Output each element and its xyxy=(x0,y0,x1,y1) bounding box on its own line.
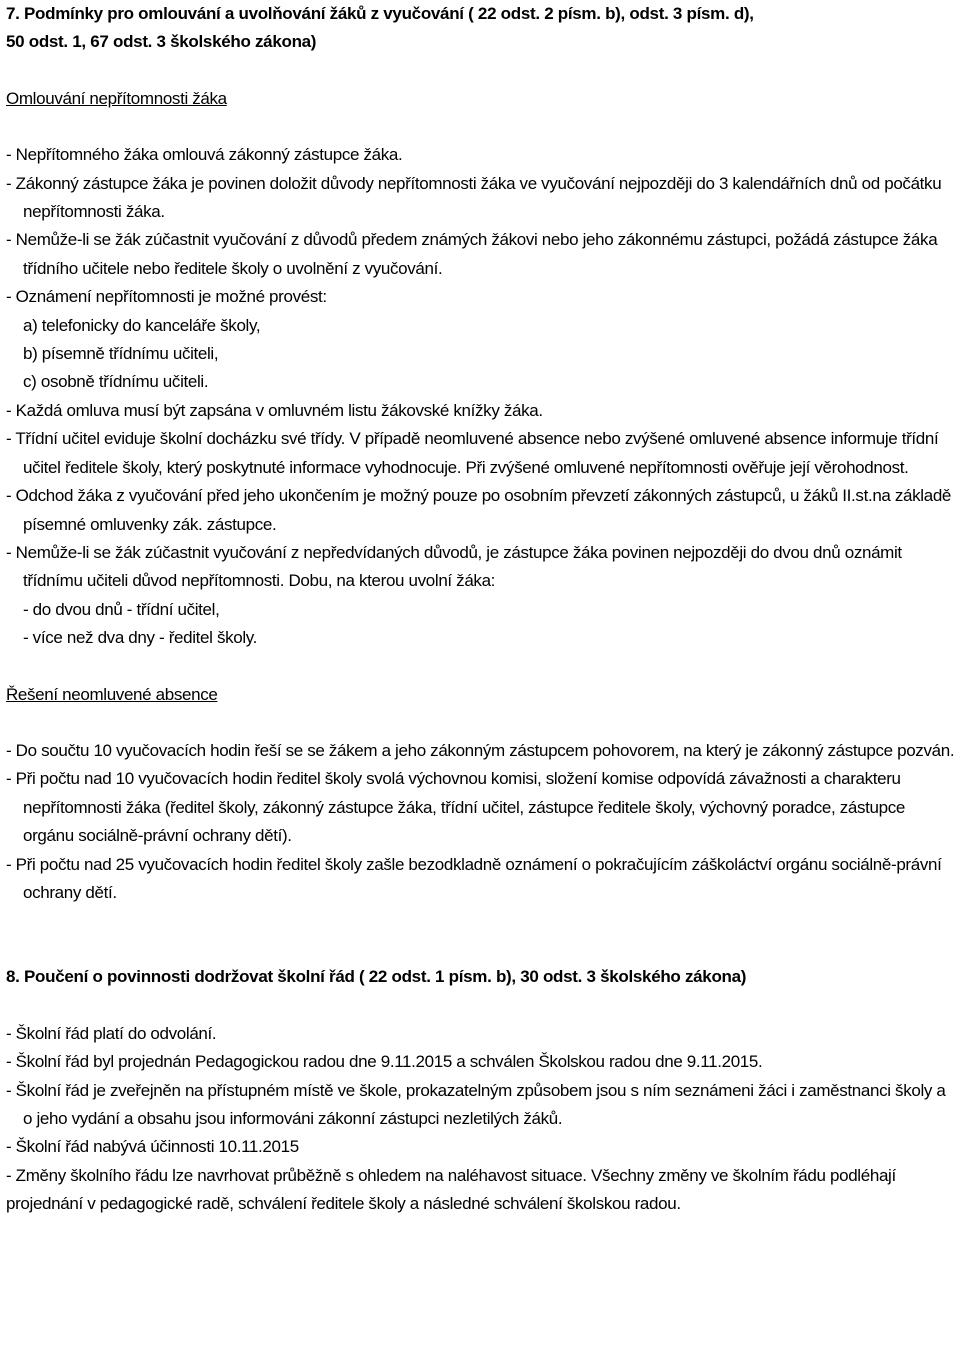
subheading-excusing-absence: Omlouvání nepřítomnosti žáka xyxy=(6,88,227,108)
section-8-heading: 8. Poučení o povinnosti dodržovat školní řád ( 22 odst. 1 písm. b), 30 odst. 3 školského zákona) xyxy=(6,967,747,987)
sub-list-item: b) písemně třídnímu učiteli, xyxy=(23,344,219,364)
list-item: - Každá omluva musí být zapsána v omluvném listu žákovské knížky žáka. xyxy=(6,400,543,420)
list-item: - Do součtu 10 vyučovacích hodin řeší se se žákem a jeho zákonným zástupcem pohovorem, na který je zákonný zástupce pozván. xyxy=(6,740,955,760)
sub-list-item: c) osobně třídnímu učiteli. xyxy=(23,372,209,392)
list-item: - Školní řád byl projednán Pedagogickou radou dne 9.11.2015 a schválen Školskou radou dne 9.11.2015. xyxy=(6,1052,763,1072)
list-item-text: - Nemůže-li se žák zúčastnit vyučování z nepředvídaných důvodů, je zástupce žáka povinen nejpozději do dvou dnů oznámit třídnímu učiteli důvod nepřítomnosti. Dobu, na kterou uvolní žáka: xyxy=(6,542,902,591)
section-7-heading xyxy=(6,0,958,57)
list-item: - Školní řád platí do odvolání. xyxy=(6,1023,217,1043)
subheading-unexcused-absence: Řešení neomluvené absence xyxy=(6,684,218,704)
spacer xyxy=(6,992,958,1020)
list-item: - Při počtu nad 25 vyučovacích hodin ředitel školy zašle bezodkladně oznámení o pokračujícím záškoláctví orgánu sociálně-právní ochrany dětí. xyxy=(6,854,942,902)
list-item-text: - Oznámení nepřítomnosti je možné provést: xyxy=(6,287,327,307)
list-item: - Školní řád je zveřejněn na přístupném místě ve škole, prokazatelným způsobem jsou s ním seznámeni žáci i zaměstnanci školy a o jeho vydání a obsahu jsou informováni zákonní zástupci nezletilých žáků. xyxy=(6,1080,946,1128)
document-page xyxy=(6,0,958,1219)
list-item xyxy=(6,539,958,653)
sub-list-item: - více než dva dny - ředitel školy. xyxy=(23,628,258,648)
notice-options-list xyxy=(23,312,958,397)
spacer xyxy=(6,907,958,963)
unexcused-absence-list xyxy=(6,737,958,907)
spacer xyxy=(6,709,958,737)
list-item: - Školní řád nabývá účinnosti 10.11.2015 xyxy=(6,1137,299,1157)
list-item: - Třídní učitel eviduje školní docházku své třídy. V případě neomluvené absence nebo zvýšené omluvené absence informuje třídní učitel ředitele školy, který poskytnuté informace vyhodnocuje. Při zvýšené omluvené nepřítomnosti ověřuje její věrohodnost. xyxy=(6,429,939,477)
spacer xyxy=(6,653,958,681)
school-rules-list xyxy=(6,1020,958,1162)
list-item: - Nemůže-li se žák zúčastnit vyučování z důvodů předem známých žákovi nebo jeho zákonnému zástupci, požádá zástupce žáka třídního učitele nebo ředitele školy o uvolnění z vyučování. xyxy=(6,230,938,278)
list-item: - Zákonný zástupce žáka je povinen doložit důvody nepřítomnosti žáka ve vyučování nejpozději do 3 kalendářních dnů od počátku nepřítomnosti žáka. xyxy=(6,173,942,222)
spacer xyxy=(6,57,958,85)
sub-list-item: - do dvou dnů - třídní učitel, xyxy=(23,599,220,619)
excusing-absence-list xyxy=(6,141,958,652)
release-options-list xyxy=(23,596,958,653)
list-item: - Při počtu nad 10 vyučovacích hodin ředitel školy svolá výchovnou komisi, složení komise odpovídá závažnosti a charakteru nepřítomnosti žáka (ředitel školy, zákonný zástupce žáka, třídní učitel, zástupce ředitele školy, výchovný poradce, zástupce orgánu sociálně-právní ochrany dětí). xyxy=(6,769,905,846)
spacer xyxy=(6,113,958,141)
section-7-heading-line-2: 50 odst. 1, 67 odst. 3 školského zákona) xyxy=(6,32,317,52)
list-item: - Odchod žáka z vyučování před jeho ukončením je možný pouze po osobním převzetí zákonných zástupců, u žáků II.st.na základě písemné omluvenky zák. zástupce. xyxy=(6,486,952,534)
list-item: - Nepřítomného žáka omlouvá zákonný zástupce žáka. xyxy=(6,145,403,165)
sub-list-item: a) telefonicky do kanceláře školy, xyxy=(23,315,261,335)
closing-paragraph: - Změny školního řádu lze navrhovat průběžně s ohledem na naléhavost situace. Všechny změny ve školním řádu podléhají projednání v pedagogické radě, schválení ředitele školy a následné schválení školskou radou. xyxy=(6,1165,896,1214)
section-7-heading-line-1: 7. Podmínky pro omlouvání a uvolňování žáků z vyučování ( 22 odst. 2 písm. b), odst. 3 písm. d), xyxy=(6,4,754,23)
list-item xyxy=(6,283,958,397)
